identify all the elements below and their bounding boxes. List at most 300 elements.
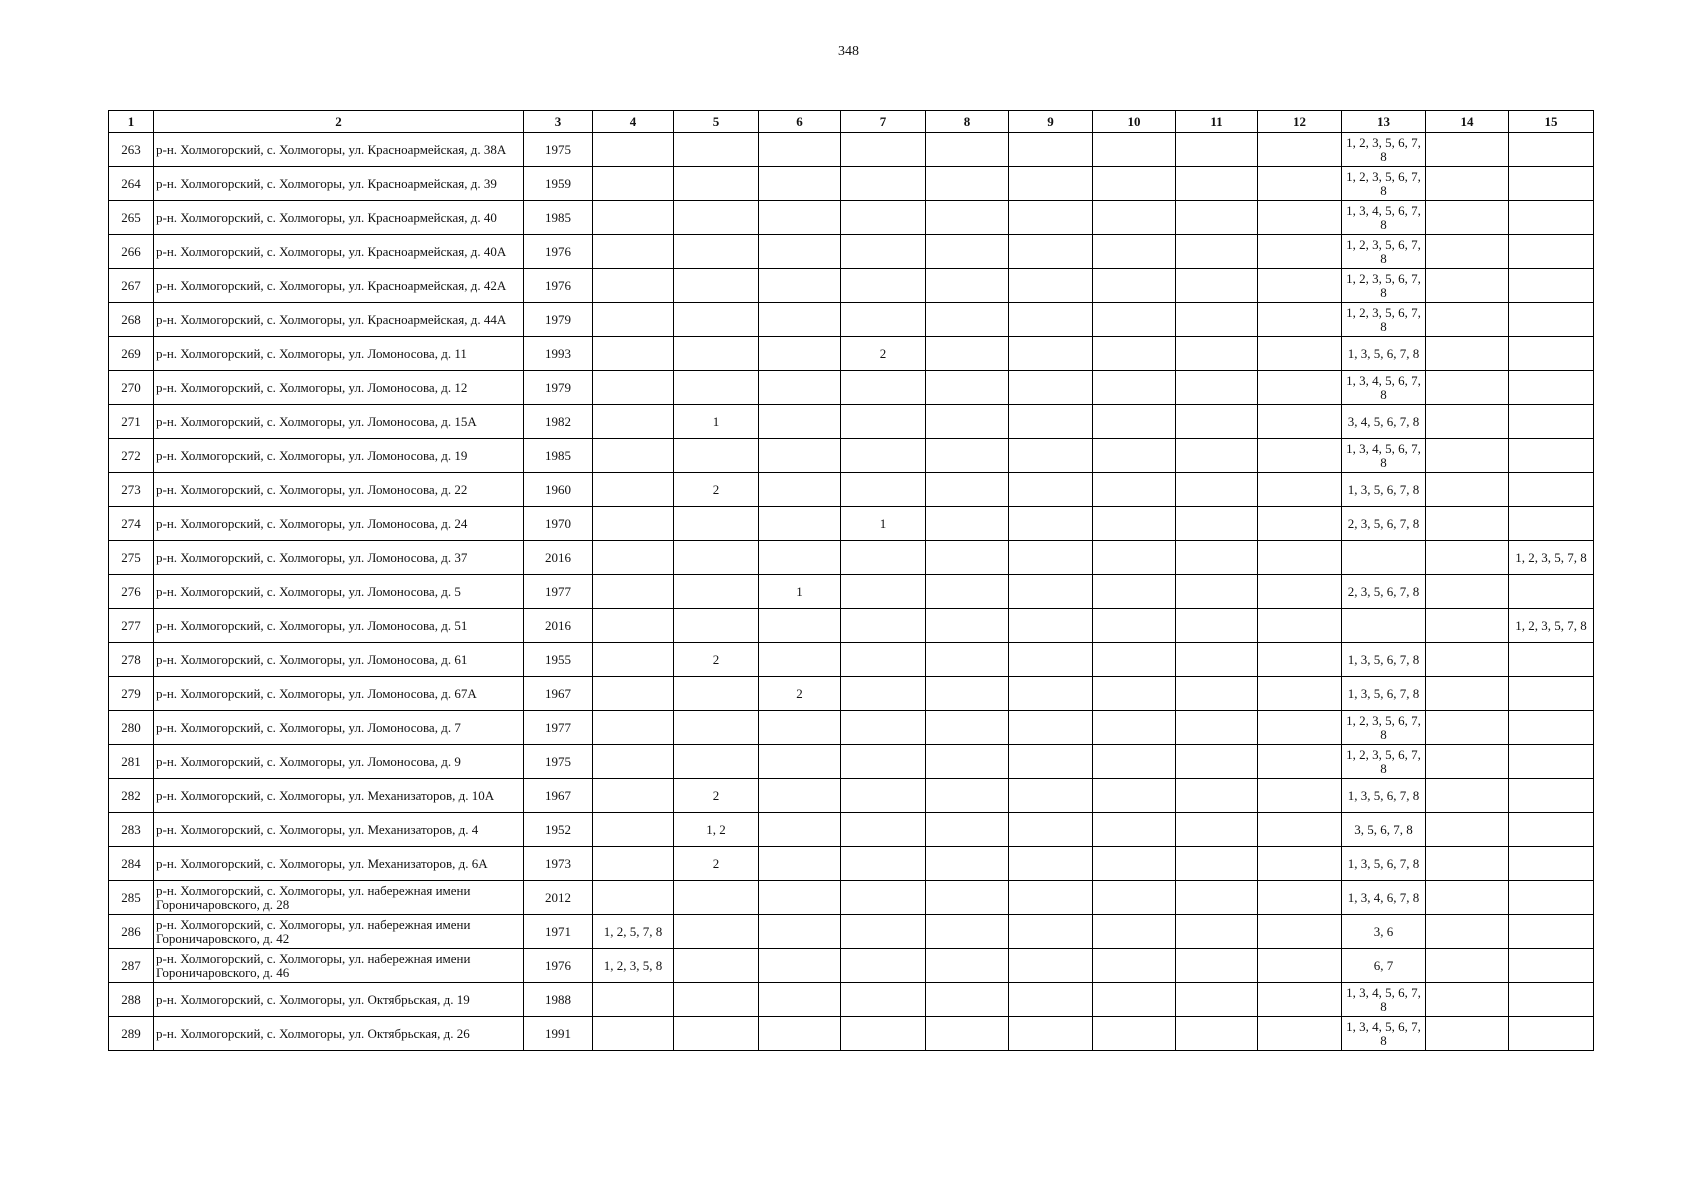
- row-number-cell: 287: [109, 949, 154, 983]
- column-5-cell: 2: [674, 473, 759, 507]
- address-cell: р-н. Холмогорский, с. Холмогоры, ул. Красноармейская, д. 42А: [154, 269, 524, 303]
- column-14-cell: [1426, 1017, 1509, 1051]
- column-12-cell: [1258, 371, 1342, 405]
- column-13-cell: 1, 2, 3, 5, 6, 7, 8: [1342, 745, 1426, 779]
- year-cell: 1967: [524, 677, 593, 711]
- column-13-cell: 2, 3, 5, 6, 7, 8: [1342, 575, 1426, 609]
- column-13-cell: 1, 3, 4, 6, 7, 8: [1342, 881, 1426, 915]
- column-13-cell: 1, 3, 4, 5, 6, 7, 8: [1342, 1017, 1426, 1051]
- column-10-cell: [1093, 507, 1176, 541]
- column-8-cell: [926, 949, 1009, 983]
- column-4-cell: [593, 167, 674, 201]
- column-14-cell: [1426, 915, 1509, 949]
- column-9-cell: [1009, 473, 1093, 507]
- column-8-cell: [926, 371, 1009, 405]
- column-7-cell: [841, 915, 926, 949]
- column-12-cell: [1258, 609, 1342, 643]
- table-row: [109, 167, 1594, 201]
- column-14-cell: [1426, 677, 1509, 711]
- column-4-cell: [593, 337, 674, 371]
- column-6-cell: [759, 813, 841, 847]
- column-8-cell: [926, 303, 1009, 337]
- column-9-cell: [1009, 779, 1093, 813]
- address-cell: р-н. Холмогорский, с. Холмогоры, ул. Красноармейская, д. 44А: [154, 303, 524, 337]
- table-row: [109, 405, 1594, 439]
- column-14-cell: [1426, 779, 1509, 813]
- address-cell: р-н. Холмогорский, с. Холмогоры, ул. Ломоносова, д. 22: [154, 473, 524, 507]
- column-10-cell: [1093, 881, 1176, 915]
- address-cell: р-н. Холмогорский, с. Холмогоры, ул. Ломоносова, д. 11: [154, 337, 524, 371]
- column-11-cell: [1176, 541, 1258, 575]
- column-7-cell: [841, 405, 926, 439]
- column-9-cell: [1009, 915, 1093, 949]
- row-number-cell: 278: [109, 643, 154, 677]
- table-row: [109, 201, 1594, 235]
- year-cell: 1955: [524, 643, 593, 677]
- column-10-cell: [1093, 677, 1176, 711]
- column-14-cell: [1426, 473, 1509, 507]
- column-4-cell: [593, 847, 674, 881]
- column-4-cell: [593, 677, 674, 711]
- column-13-cell: [1342, 541, 1426, 575]
- column-6-cell: [759, 201, 841, 235]
- column-7-cell: [841, 269, 926, 303]
- year-cell: 1952: [524, 813, 593, 847]
- column-11-cell: [1176, 507, 1258, 541]
- column-9-cell: [1009, 1017, 1093, 1051]
- column-6-cell: [759, 439, 841, 473]
- row-number-cell: 274: [109, 507, 154, 541]
- column-header-7: 7: [841, 111, 926, 133]
- column-5-cell: [674, 1017, 759, 1051]
- column-13-cell: 3, 6: [1342, 915, 1426, 949]
- column-10-cell: [1093, 949, 1176, 983]
- column-4-cell: [593, 269, 674, 303]
- column-13-cell: 1, 2, 3, 5, 6, 7, 8: [1342, 711, 1426, 745]
- column-11-cell: [1176, 711, 1258, 745]
- column-15-cell: [1509, 779, 1594, 813]
- column-5-cell: [674, 133, 759, 167]
- column-14-cell: [1426, 745, 1509, 779]
- column-14-cell: [1426, 201, 1509, 235]
- address-cell: р-н. Холмогорский, с. Холмогоры, ул. набережная имени Гороничаровского, д. 28: [154, 881, 524, 915]
- year-cell: 1970: [524, 507, 593, 541]
- column-11-cell: [1176, 371, 1258, 405]
- column-11-cell: [1176, 405, 1258, 439]
- address-cell: р-н. Холмогорский, с. Холмогоры, ул. Ломоносова, д. 15А: [154, 405, 524, 439]
- table-row: [109, 643, 1594, 677]
- column-9-cell: [1009, 371, 1093, 405]
- column-12-cell: [1258, 337, 1342, 371]
- column-8-cell: [926, 269, 1009, 303]
- column-6-cell: [759, 507, 841, 541]
- column-6-cell: 1: [759, 575, 841, 609]
- column-5-cell: 1, 2: [674, 813, 759, 847]
- column-6-cell: [759, 541, 841, 575]
- column-10-cell: [1093, 847, 1176, 881]
- column-10-cell: [1093, 1017, 1176, 1051]
- column-15-cell: [1509, 303, 1594, 337]
- column-4-cell: [593, 745, 674, 779]
- column-5-cell: [674, 541, 759, 575]
- year-cell: 2016: [524, 541, 593, 575]
- column-5-cell: [674, 609, 759, 643]
- column-10-cell: [1093, 133, 1176, 167]
- column-6-cell: [759, 167, 841, 201]
- column-8-cell: [926, 1017, 1009, 1051]
- year-cell: 1976: [524, 235, 593, 269]
- column-8-cell: [926, 813, 1009, 847]
- column-13-cell: 3, 5, 6, 7, 8: [1342, 813, 1426, 847]
- column-15-cell: [1509, 337, 1594, 371]
- column-5-cell: [674, 303, 759, 337]
- column-10-cell: [1093, 303, 1176, 337]
- row-number-cell: 264: [109, 167, 154, 201]
- column-5-cell: 2: [674, 643, 759, 677]
- column-12-cell: [1258, 847, 1342, 881]
- column-4-cell: [593, 405, 674, 439]
- column-5-cell: [674, 949, 759, 983]
- column-10-cell: [1093, 575, 1176, 609]
- column-15-cell: [1509, 813, 1594, 847]
- column-12-cell: [1258, 303, 1342, 337]
- column-7-cell: [841, 473, 926, 507]
- year-cell: 1977: [524, 575, 593, 609]
- column-11-cell: [1176, 337, 1258, 371]
- column-5-cell: [674, 745, 759, 779]
- column-11-cell: [1176, 167, 1258, 201]
- column-10-cell: [1093, 779, 1176, 813]
- column-8-cell: [926, 643, 1009, 677]
- year-cell: 1976: [524, 269, 593, 303]
- column-12-cell: [1258, 167, 1342, 201]
- column-13-cell: 1, 3, 5, 6, 7, 8: [1342, 779, 1426, 813]
- column-15-cell: [1509, 847, 1594, 881]
- column-6-cell: [759, 405, 841, 439]
- table-row: [109, 983, 1594, 1017]
- column-4-cell: [593, 201, 674, 235]
- column-12-cell: [1258, 133, 1342, 167]
- column-8-cell: [926, 711, 1009, 745]
- column-13-cell: 1, 2, 3, 5, 6, 7, 8: [1342, 303, 1426, 337]
- column-14-cell: [1426, 303, 1509, 337]
- column-5-cell: 1: [674, 405, 759, 439]
- column-6-cell: [759, 337, 841, 371]
- column-7-cell: [841, 711, 926, 745]
- column-10-cell: [1093, 609, 1176, 643]
- address-cell: р-н. Холмогорский, с. Холмогоры, ул. Ломоносова, д. 67А: [154, 677, 524, 711]
- address-cell: р-н. Холмогорский, с. Холмогоры, ул. Красноармейская, д. 40: [154, 201, 524, 235]
- column-5-cell: [674, 507, 759, 541]
- column-4-cell: [593, 507, 674, 541]
- address-cell: р-н. Холмогорский, с. Холмогоры, ул. Красноармейская, д. 38А: [154, 133, 524, 167]
- column-8-cell: [926, 575, 1009, 609]
- column-7-cell: [841, 201, 926, 235]
- row-number-cell: 272: [109, 439, 154, 473]
- column-15-cell: 1, 2, 3, 5, 7, 8: [1509, 541, 1594, 575]
- column-10-cell: [1093, 235, 1176, 269]
- column-6-cell: [759, 983, 841, 1017]
- column-8-cell: [926, 405, 1009, 439]
- header-row: [109, 111, 1594, 133]
- column-9-cell: [1009, 167, 1093, 201]
- column-7-cell: [841, 575, 926, 609]
- column-14-cell: [1426, 711, 1509, 745]
- column-10-cell: [1093, 337, 1176, 371]
- column-14-cell: [1426, 813, 1509, 847]
- column-4-cell: [593, 643, 674, 677]
- row-number-cell: 273: [109, 473, 154, 507]
- address-cell: р-н. Холмогорский, с. Холмогоры, ул. Механизаторов, д. 4: [154, 813, 524, 847]
- column-12-cell: [1258, 473, 1342, 507]
- column-4-cell: [593, 473, 674, 507]
- column-5-cell: [674, 881, 759, 915]
- row-number-cell: 279: [109, 677, 154, 711]
- column-9-cell: [1009, 337, 1093, 371]
- row-number-cell: 269: [109, 337, 154, 371]
- column-11-cell: [1176, 1017, 1258, 1051]
- column-4-cell: [593, 983, 674, 1017]
- column-7-cell: [841, 745, 926, 779]
- year-cell: 1982: [524, 405, 593, 439]
- table-row: [109, 439, 1594, 473]
- column-7-cell: [841, 779, 926, 813]
- column-9-cell: [1009, 609, 1093, 643]
- year-cell: 1971: [524, 915, 593, 949]
- column-15-cell: [1509, 269, 1594, 303]
- address-cell: р-н. Холмогорский, с. Холмогоры, ул. Красноармейская, д. 39: [154, 167, 524, 201]
- column-4-cell: [593, 813, 674, 847]
- column-11-cell: [1176, 303, 1258, 337]
- column-7-cell: 1: [841, 507, 926, 541]
- column-11-cell: [1176, 813, 1258, 847]
- column-header-14: 14: [1426, 111, 1509, 133]
- table-row: [109, 575, 1594, 609]
- row-number-cell: 281: [109, 745, 154, 779]
- column-6-cell: [759, 133, 841, 167]
- column-5-cell: [674, 167, 759, 201]
- page-number: 348: [838, 44, 859, 59]
- column-7-cell: [841, 133, 926, 167]
- column-8-cell: [926, 745, 1009, 779]
- column-7-cell: 2: [841, 337, 926, 371]
- column-5-cell: [674, 337, 759, 371]
- column-12-cell: [1258, 677, 1342, 711]
- column-6-cell: 2: [759, 677, 841, 711]
- column-9-cell: [1009, 303, 1093, 337]
- column-4-cell: [593, 371, 674, 405]
- column-11-cell: [1176, 915, 1258, 949]
- column-10-cell: [1093, 167, 1176, 201]
- column-12-cell: [1258, 983, 1342, 1017]
- column-4-cell: [593, 439, 674, 473]
- column-14-cell: [1426, 609, 1509, 643]
- column-11-cell: [1176, 745, 1258, 779]
- column-10-cell: [1093, 473, 1176, 507]
- column-9-cell: [1009, 405, 1093, 439]
- column-15-cell: [1509, 507, 1594, 541]
- column-header-4: 4: [593, 111, 674, 133]
- year-cell: 1979: [524, 303, 593, 337]
- column-8-cell: [926, 167, 1009, 201]
- table-row: [109, 813, 1594, 847]
- column-13-cell: 1, 3, 5, 6, 7, 8: [1342, 847, 1426, 881]
- column-13-cell: 1, 3, 4, 5, 6, 7, 8: [1342, 439, 1426, 473]
- column-7-cell: [841, 1017, 926, 1051]
- year-cell: 1959: [524, 167, 593, 201]
- table-row: [109, 609, 1594, 643]
- table-row: [109, 677, 1594, 711]
- column-header-5: 5: [674, 111, 759, 133]
- column-15-cell: 1, 2, 3, 5, 7, 8: [1509, 609, 1594, 643]
- address-cell: р-н. Холмогорский, с. Холмогоры, ул. набережная имени Гороничаровского, д. 46: [154, 949, 524, 983]
- table-row: [109, 881, 1594, 915]
- address-cell: р-н. Холмогорский, с. Холмогоры, ул. набережная имени Гороничаровского, д. 42: [154, 915, 524, 949]
- column-8-cell: [926, 915, 1009, 949]
- column-11-cell: [1176, 575, 1258, 609]
- column-11-cell: [1176, 133, 1258, 167]
- address-cell: р-н. Холмогорский, с. Холмогоры, ул. Октябрьская, д. 26: [154, 1017, 524, 1051]
- column-11-cell: [1176, 235, 1258, 269]
- column-11-cell: [1176, 847, 1258, 881]
- table-row: [109, 779, 1594, 813]
- column-14-cell: [1426, 507, 1509, 541]
- column-13-cell: 1, 3, 5, 6, 7, 8: [1342, 643, 1426, 677]
- column-11-cell: [1176, 643, 1258, 677]
- column-6-cell: [759, 269, 841, 303]
- row-number-cell: 280: [109, 711, 154, 745]
- column-8-cell: [926, 473, 1009, 507]
- address-cell: р-н. Холмогорский, с. Холмогоры, ул. Октябрьская, д. 19: [154, 983, 524, 1017]
- address-cell: р-н. Холмогорский, с. Холмогоры, ул. Механизаторов, д. 6А: [154, 847, 524, 881]
- column-12-cell: [1258, 949, 1342, 983]
- row-number-cell: 284: [109, 847, 154, 881]
- column-4-cell: [593, 133, 674, 167]
- column-8-cell: [926, 201, 1009, 235]
- column-5-cell: 2: [674, 779, 759, 813]
- column-8-cell: [926, 439, 1009, 473]
- column-8-cell: [926, 609, 1009, 643]
- column-14-cell: [1426, 405, 1509, 439]
- address-cell: р-н. Холмогорский, с. Холмогоры, ул. Ломоносова, д. 12: [154, 371, 524, 405]
- column-15-cell: [1509, 745, 1594, 779]
- column-10-cell: [1093, 541, 1176, 575]
- column-6-cell: [759, 711, 841, 745]
- column-15-cell: [1509, 371, 1594, 405]
- column-6-cell: [759, 949, 841, 983]
- row-number-cell: 267: [109, 269, 154, 303]
- column-9-cell: [1009, 813, 1093, 847]
- column-12-cell: [1258, 643, 1342, 677]
- table-body: [109, 133, 1594, 1051]
- table-row: [109, 235, 1594, 269]
- address-cell: р-н. Холмогорский, с. Холмогоры, ул. Ломоносова, д. 37: [154, 541, 524, 575]
- column-13-cell: 1, 3, 5, 6, 7, 8: [1342, 337, 1426, 371]
- column-15-cell: [1509, 133, 1594, 167]
- address-cell: р-н. Холмогорский, с. Холмогоры, ул. Ломоносова, д. 9: [154, 745, 524, 779]
- table-row: [109, 133, 1594, 167]
- column-13-cell: 1, 2, 3, 5, 6, 7, 8: [1342, 269, 1426, 303]
- column-12-cell: [1258, 1017, 1342, 1051]
- column-5-cell: [674, 235, 759, 269]
- column-5-cell: [674, 677, 759, 711]
- year-cell: 1993: [524, 337, 593, 371]
- column-7-cell: [841, 983, 926, 1017]
- column-7-cell: [841, 371, 926, 405]
- column-5-cell: [674, 371, 759, 405]
- row-number-cell: 266: [109, 235, 154, 269]
- column-4-cell: [593, 609, 674, 643]
- column-12-cell: [1258, 439, 1342, 473]
- column-12-cell: [1258, 541, 1342, 575]
- year-cell: 1967: [524, 779, 593, 813]
- row-number-cell: 265: [109, 201, 154, 235]
- column-14-cell: [1426, 575, 1509, 609]
- column-12-cell: [1258, 235, 1342, 269]
- column-13-cell: 1, 3, 5, 6, 7, 8: [1342, 677, 1426, 711]
- column-8-cell: [926, 133, 1009, 167]
- column-12-cell: [1258, 269, 1342, 303]
- table-row: [109, 1017, 1594, 1051]
- column-5-cell: [674, 915, 759, 949]
- column-9-cell: [1009, 507, 1093, 541]
- column-12-cell: [1258, 881, 1342, 915]
- column-11-cell: [1176, 949, 1258, 983]
- column-10-cell: [1093, 813, 1176, 847]
- column-5-cell: [674, 575, 759, 609]
- column-7-cell: [841, 677, 926, 711]
- table-row: [109, 745, 1594, 779]
- column-11-cell: [1176, 983, 1258, 1017]
- column-13-cell: 1, 3, 4, 5, 6, 7, 8: [1342, 983, 1426, 1017]
- column-4-cell: [593, 1017, 674, 1051]
- column-5-cell: [674, 711, 759, 745]
- column-4-cell: [593, 575, 674, 609]
- column-6-cell: [759, 371, 841, 405]
- address-cell: р-н. Холмогорский, с. Холмогоры, ул. Ломоносова, д. 7: [154, 711, 524, 745]
- address-cell: р-н. Холмогорский, с. Холмогоры, ул. Ломоносова, д. 51: [154, 609, 524, 643]
- column-5-cell: [674, 983, 759, 1017]
- column-12-cell: [1258, 507, 1342, 541]
- column-8-cell: [926, 337, 1009, 371]
- column-11-cell: [1176, 201, 1258, 235]
- year-cell: 1979: [524, 371, 593, 405]
- column-9-cell: [1009, 847, 1093, 881]
- year-cell: 1973: [524, 847, 593, 881]
- column-12-cell: [1258, 915, 1342, 949]
- column-header-9: 9: [1009, 111, 1093, 133]
- column-header-11: 11: [1176, 111, 1258, 133]
- column-9-cell: [1009, 643, 1093, 677]
- column-4-cell: [593, 779, 674, 813]
- table-row: [109, 915, 1594, 949]
- column-13-cell: 3, 4, 5, 6, 7, 8: [1342, 405, 1426, 439]
- column-9-cell: [1009, 575, 1093, 609]
- column-8-cell: [926, 235, 1009, 269]
- column-9-cell: [1009, 745, 1093, 779]
- column-13-cell: [1342, 609, 1426, 643]
- column-6-cell: [759, 643, 841, 677]
- column-10-cell: [1093, 643, 1176, 677]
- column-7-cell: [841, 439, 926, 473]
- column-10-cell: [1093, 439, 1176, 473]
- column-8-cell: [926, 507, 1009, 541]
- column-7-cell: [841, 609, 926, 643]
- column-10-cell: [1093, 745, 1176, 779]
- column-9-cell: [1009, 949, 1093, 983]
- row-number-cell: 277: [109, 609, 154, 643]
- column-header-6: 6: [759, 111, 841, 133]
